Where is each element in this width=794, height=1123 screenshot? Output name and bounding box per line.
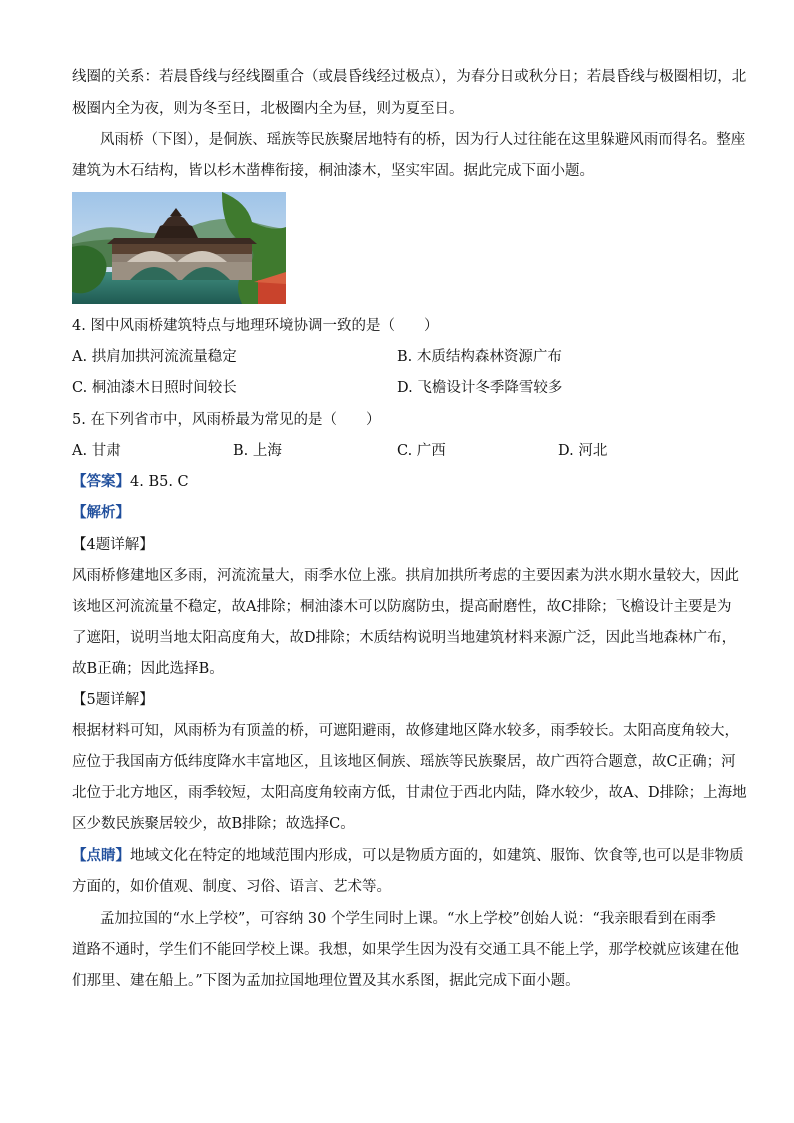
analysis-label: 【解析】	[72, 504, 130, 521]
detail5-line-4: 区少数民族聚居较少，故B排除；故选择C。	[72, 816, 355, 832]
answer-row	[72, 472, 189, 492]
q4-stem: 4. 图中风雨桥建筑特点与地理环境协调一致的是（ ）	[72, 318, 439, 334]
detail4-line-2: 该地区河流流量不稳定，故A排除；桐油漆木可以防腐防虫，提高耐磨性，故C排除；飞檐设计主要是为	[72, 599, 732, 615]
detail5-label: 【5题详解】	[72, 692, 154, 708]
answer-label: 【答案】	[72, 473, 130, 490]
q5-option-b: B. 上海	[233, 443, 282, 459]
q4-option-d: D. 飞檐设计冬季降雪较多	[397, 380, 563, 396]
detail4-line-4: 故B正确；因此选择B。	[72, 661, 224, 677]
q4-option-c: C. 桐油漆木日照时间较长	[72, 380, 237, 396]
tip-label: 【点睛】	[72, 847, 130, 864]
detail4-line-1: 风雨桥修建地区多雨，河流流量大，雨季水位上涨。拱肩加拱所考虑的主要因素为洪水期水量较大，因此	[72, 568, 739, 584]
q5-option-a: A. 甘肃	[72, 443, 121, 459]
intro-line-2: 极圈内全为夜，则为冬至日，北极圈内全为昼，则为夏至日。	[72, 101, 464, 117]
intro-line-1: 线圈的关系：若晨昏线与经线圈重合（或晨昏线经过极点），为春分日或秋分日；若晨昏线与极圈相切，北	[72, 69, 747, 85]
passage2-line-3: 们那里、建在船上。”下图为孟加拉国地理位置及其水系图，据此完成下面小题。	[72, 973, 580, 989]
tip-line-2: 方面的，如价值观、制度、习俗、语言、艺术等。	[72, 879, 391, 895]
detail5-line-2: 应位于我国南方低纬度降水丰富地区，且该地区侗族、瑶族等民族聚居，故广西符合题意，故C正确；河	[72, 754, 736, 770]
q5-stem: 5. 在下列省市中，风雨桥最为常见的是（ ）	[72, 412, 381, 428]
analysis-row	[72, 503, 130, 523]
detail5-line-3: 北位于北方地区，雨季较短，太阳高度角较南方低，甘肃位于西北内陆，降水较少，故A、D排除；上海地	[72, 785, 747, 801]
detail4-line-3: 了遮阳，说明当地太阳高度角大，故D排除；木质结构说明当地建筑材料来源广泛，因此当地森林广布，	[72, 630, 737, 646]
passage1-line-2: 建筑为木石结构，皆以杉木凿榫衔接，桐油漆木，坚实牢固。据此完成下面小题。	[72, 163, 594, 179]
q4-option-b: B. 木质结构森林资源广布	[397, 349, 562, 365]
tip-line-1: 地域文化在特定的地域范围内形成，可以是物质方面的，如建筑、服饰、饮食等,也可以是非物质	[130, 848, 744, 864]
q5-option-c: C. 广西	[397, 443, 446, 459]
passage1-line-1: 风雨桥（下图），是侗族、瑶族等民族聚居地特有的桥，因为行人过往能在这里躲避风雨而得名。整座	[100, 132, 746, 148]
q4-option-a: A. 拱肩加拱河流流量稳定	[72, 349, 237, 365]
answer-text: 4. B5. C	[130, 474, 189, 490]
detail5-line-1: 根据材料可知，风雨桥为有顶盖的桥，可遮阳避雨，故修建地区降水较多，雨季较长。太阳高度角较大，	[72, 723, 739, 739]
passage2-line-2: 道路不通时，学生们不能回学校上课。我想，如果学生因为没有交通工具不能上学，那学校就应该建在他	[72, 942, 739, 958]
wind-rain-bridge-photo	[72, 192, 286, 304]
passage2-line-1: 孟加拉国的“水上学校”，可容纳 30 个学生同时上课。“水上学校”创始人说：“我亲眼看到在雨季	[100, 911, 716, 927]
q5-option-d: D. 河北	[558, 443, 608, 459]
tip-row	[72, 846, 744, 866]
detail4-label: 【4题详解】	[72, 537, 154, 553]
